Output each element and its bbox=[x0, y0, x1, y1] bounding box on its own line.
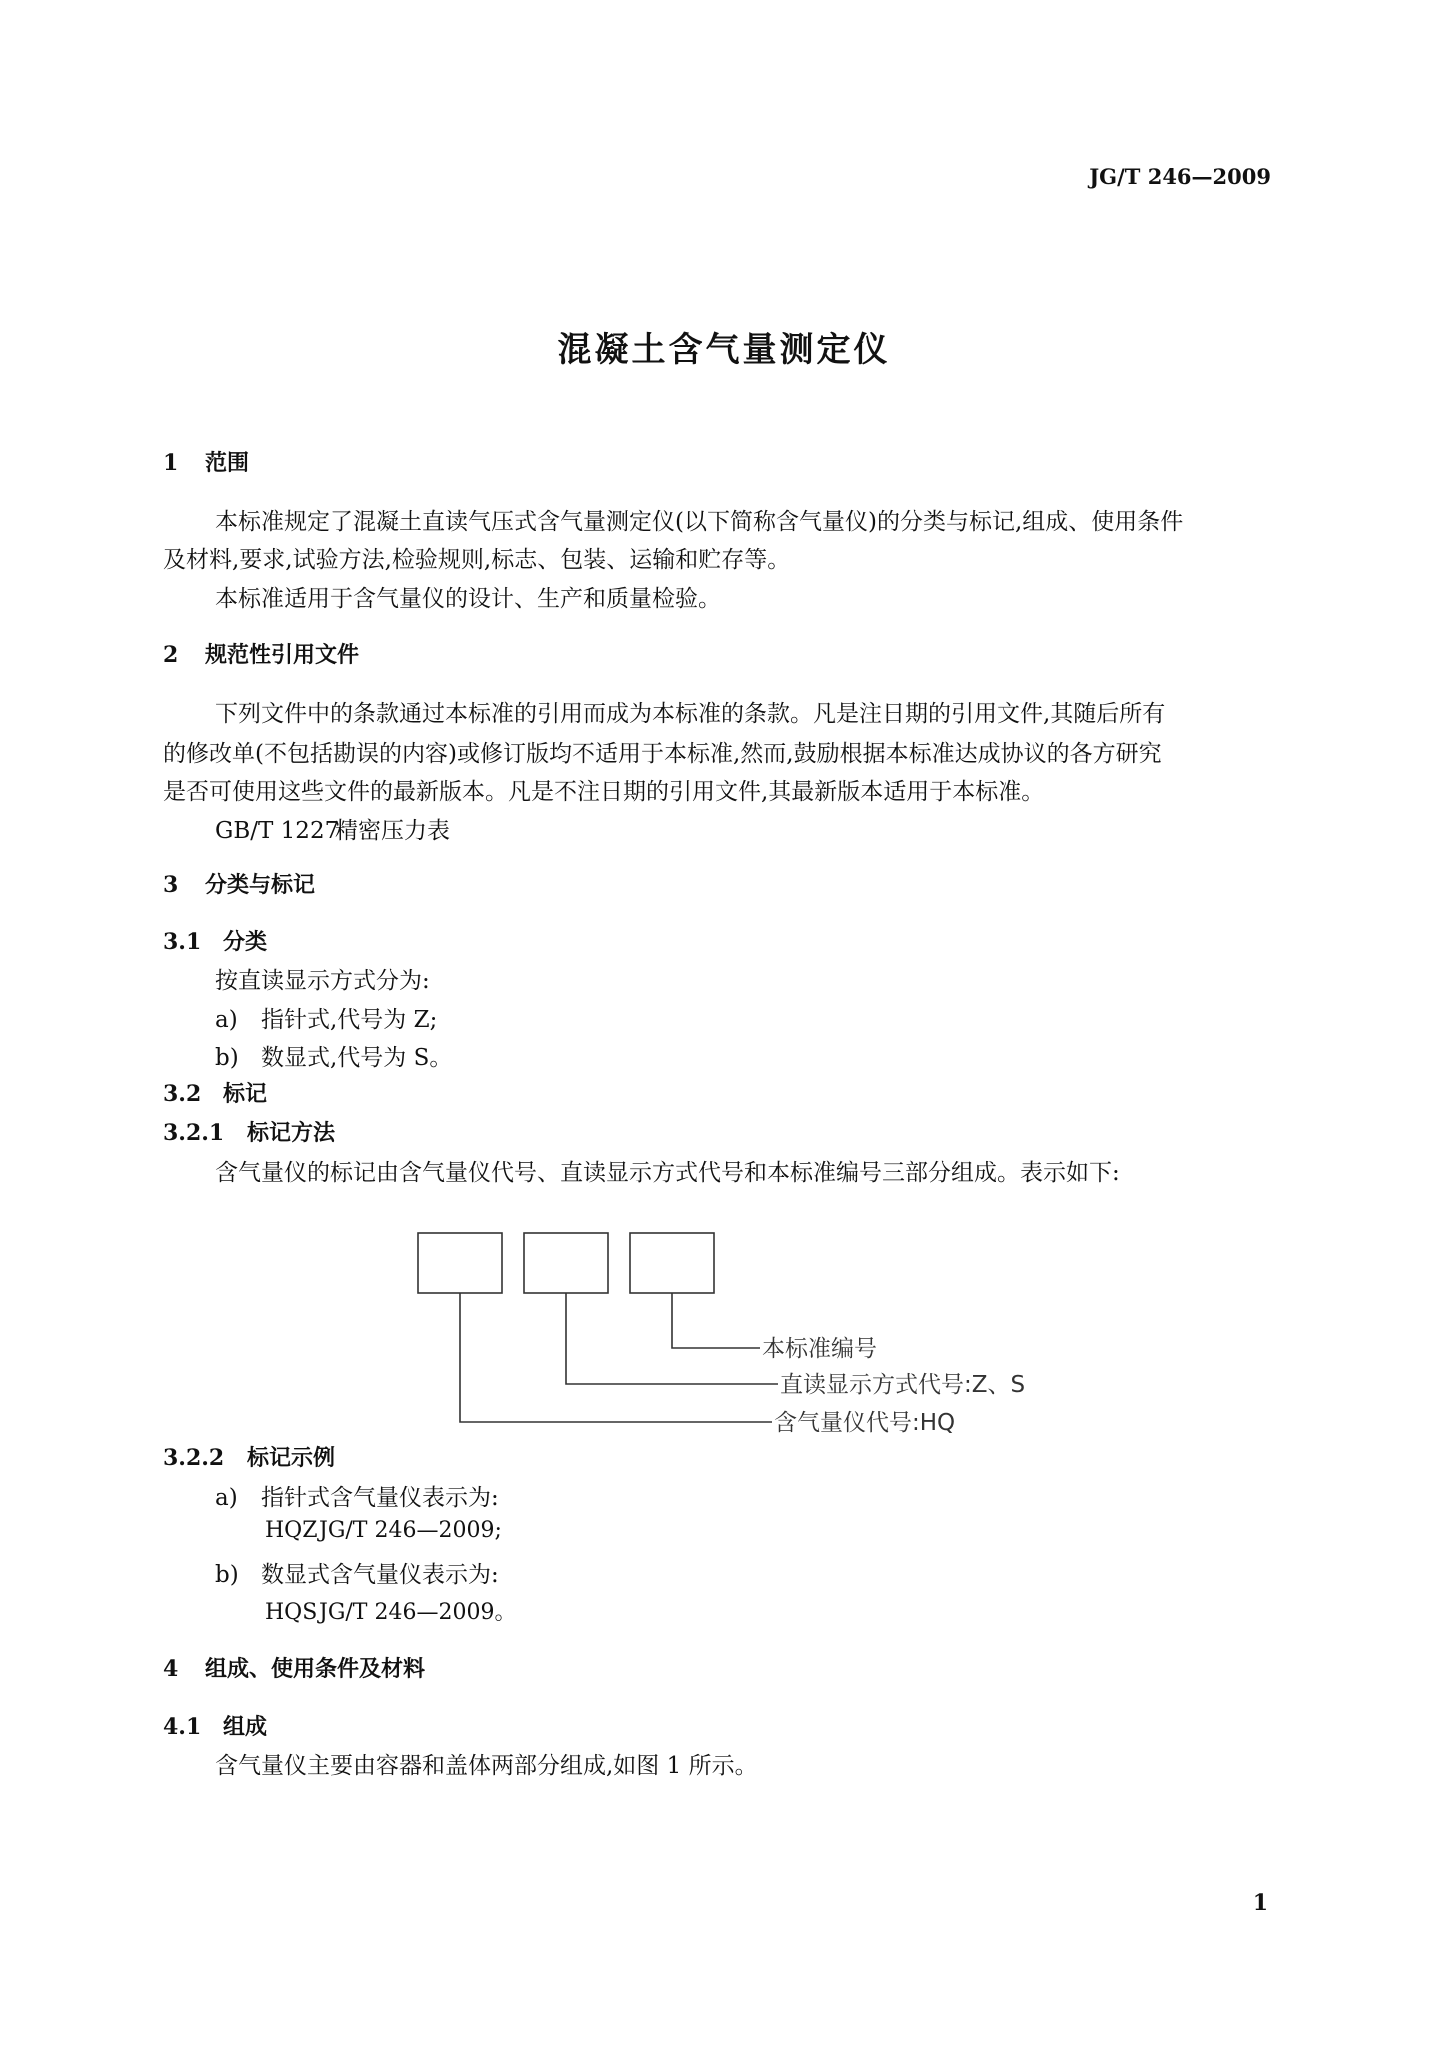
section-1-line-1: 本标准规定了混凝土直读气压式含气量测定仪(以下简称含气量仪)的分类与标记,组成、使用条件 bbox=[215, 509, 1184, 535]
instrument-code: HQS bbox=[265, 1600, 318, 1625]
section-4-1-title: 组成 bbox=[223, 1714, 268, 1740]
section-4-heading bbox=[163, 1652, 425, 1683]
diagram-box-2 bbox=[524, 1233, 608, 1293]
section-4-title: 组成、使用条件及材料 bbox=[205, 1656, 426, 1682]
list-item-text: 指针式含气量仪表示为: bbox=[261, 1485, 499, 1511]
section-3-number: 3 bbox=[163, 872, 179, 898]
instrument-code: HQZ bbox=[265, 1518, 318, 1543]
section-1-line-3: 本标准适用于含气量仪的设计、生产和质量检验。 bbox=[215, 586, 721, 612]
section-2-line-1: 下列文件中的条款通过本标准的引用而成为本标准的条款。凡是注日期的引用文件,其随后所有 bbox=[215, 701, 1166, 727]
diagram-leader-3 bbox=[460, 1293, 772, 1422]
section-3-1-number: 3.1 bbox=[163, 929, 202, 955]
section-3-2-number: 3.2 bbox=[163, 1081, 202, 1107]
section-1-number: 1 bbox=[163, 450, 179, 476]
marking-example-b-code bbox=[265, 1595, 516, 1626]
standard-number: JG/T 246—2009; bbox=[319, 1518, 502, 1543]
reference-code: GB/T 1227 bbox=[215, 818, 340, 844]
section-3-2-2-heading bbox=[163, 1441, 335, 1472]
section-3-title: 分类与标记 bbox=[205, 872, 316, 898]
section-3-1-heading bbox=[163, 925, 267, 956]
classification-item-a bbox=[215, 1001, 437, 1034]
section-2-heading bbox=[163, 638, 359, 669]
normative-reference bbox=[215, 812, 450, 845]
section-3-2-1-heading bbox=[163, 1116, 335, 1147]
diagram-box-3 bbox=[630, 1233, 714, 1293]
section-4-number: 4 bbox=[163, 1656, 179, 1682]
section-1-line-2: 及材料,要求,试验方法,检验规则,标志、包装、运输和贮存等。 bbox=[163, 547, 791, 573]
section-2-line-2: 的修改单(不包括勘误的内容)或修订版均不适用于本标准,然而,鼓励根据本标准达成协议的各方研究 bbox=[163, 741, 1162, 767]
document-title: 混凝土含气量测定仪 bbox=[557, 330, 891, 370]
section-4-1-number: 4.1 bbox=[163, 1714, 202, 1740]
classification-item-b bbox=[215, 1039, 452, 1072]
standard-code: JG/T 246—2009 bbox=[1089, 164, 1271, 189]
list-item-text: 数显式含气量仪表示为: bbox=[261, 1562, 499, 1588]
list-item-text: 数显式,代号为 S。 bbox=[261, 1045, 453, 1071]
diagram-label-instrument-code: 含气量仪代号:HQ bbox=[774, 1410, 956, 1436]
diagram-box-1 bbox=[418, 1233, 502, 1293]
list-marker: a) bbox=[215, 1485, 238, 1511]
diagram-leader-1 bbox=[672, 1293, 760, 1348]
marking-method-text: 含气量仪的标记由含气量仪代号、直读显示方式代号和本标准编号三部分组成。表示如下: bbox=[215, 1160, 1120, 1186]
marking-example-a-code bbox=[265, 1518, 502, 1543]
reference-title: 精密压力表 bbox=[335, 818, 450, 844]
diagram-label-standard-number: 本标准编号 bbox=[762, 1336, 877, 1362]
classification-intro: 按直读显示方式分为: bbox=[215, 968, 430, 994]
section-3-2-heading bbox=[163, 1077, 267, 1108]
list-marker: b) bbox=[215, 1045, 239, 1071]
section-2-line-3: 是否可使用这些文件的最新版本。凡是不注日期的引用文件,其最新版本适用于本标准。 bbox=[163, 779, 1045, 805]
diagram-label-display-code: 直读显示方式代号:Z、S bbox=[780, 1372, 1026, 1398]
section-3-2-2-number: 3.2.2 bbox=[163, 1445, 225, 1471]
marking-example-a bbox=[215, 1479, 499, 1512]
section-1-title: 范围 bbox=[205, 450, 250, 476]
composition-text: 含气量仪主要由容器和盖体两部分组成,如图 1 所示。 bbox=[215, 1753, 758, 1779]
section-3-2-1-title: 标记方法 bbox=[247, 1120, 336, 1146]
list-item-text: 指针式,代号为 Z; bbox=[261, 1007, 438, 1033]
marking-diagram bbox=[400, 1225, 1060, 1440]
section-2-number: 2 bbox=[163, 642, 179, 668]
standard-number: JG/T 246—2009。 bbox=[319, 1600, 517, 1625]
section-1-heading bbox=[163, 446, 249, 477]
section-3-2-2-title: 标记示例 bbox=[247, 1445, 336, 1471]
section-3-2-title: 标记 bbox=[223, 1081, 268, 1107]
marking-example-b bbox=[215, 1556, 499, 1589]
section-3-2-1-number: 3.2.1 bbox=[163, 1120, 225, 1146]
section-4-1-heading bbox=[163, 1710, 267, 1741]
section-3-1-title: 分类 bbox=[223, 929, 268, 955]
page-number: 1 bbox=[1252, 1890, 1268, 1916]
section-2-title: 规范性引用文件 bbox=[205, 642, 360, 668]
list-marker: a) bbox=[215, 1007, 238, 1033]
list-marker: b) bbox=[215, 1562, 239, 1588]
section-3-heading bbox=[163, 868, 315, 899]
